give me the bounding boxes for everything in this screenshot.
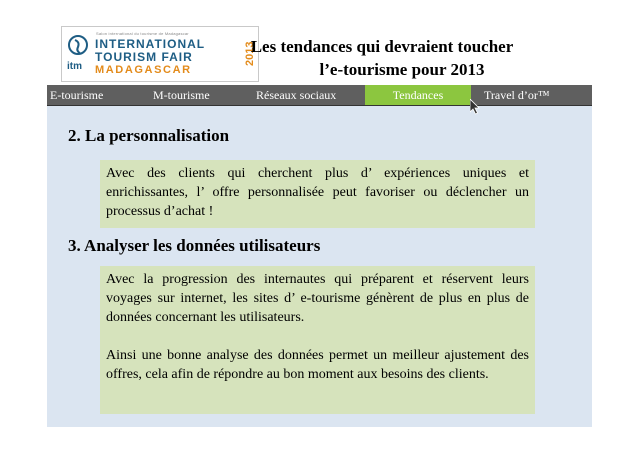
logo-tagline: Salon international du tourisme de Madagascar bbox=[96, 31, 189, 36]
section-paragraph: Avec des clients qui cherchent plus d’ expériences uniques et enrichissantes, l’ offre personnalisée peut favoriser ou déclencher un processus d’achat ! bbox=[106, 166, 529, 219]
slide-title-line-1: Les tendances qui devraient toucher bbox=[250, 37, 514, 56]
mouse-pointer-icon bbox=[470, 99, 480, 115]
nav-item-tendances[interactable]: Tendances bbox=[365, 85, 471, 105]
section-heading-donnees-utilisateurs: 3. Analyser les données utilisateurs bbox=[68, 236, 321, 255]
section-box-personnalisation bbox=[100, 160, 535, 228]
logo-line-madagascar: MADAGASCAR bbox=[95, 64, 192, 76]
section-heading-personnalisation: 2. La personnalisation bbox=[68, 126, 230, 145]
nav-item-reseaux-sociaux[interactable]: Réseaux sociaux bbox=[256, 88, 337, 102]
logo-line-tourism-fair: TOURISM FAIR bbox=[95, 50, 193, 64]
itm-badge-text: itm bbox=[67, 61, 82, 72]
slide bbox=[47, 18, 592, 427]
nav-item-m-tourisme[interactable]: M-tourisme bbox=[153, 88, 210, 102]
section-box-donnees-utilisateurs bbox=[100, 266, 535, 414]
logo-year: 2013 bbox=[244, 41, 256, 67]
section-paragraph: Ainsi une bonne analyse des données permet un meilleur ajustement des offres, cela afin de répondre au bon moment aux besoins des clients. bbox=[106, 348, 529, 382]
slide-header bbox=[47, 18, 592, 85]
section-paragraph: Avec la progression des internautes qui préparent et réservent leurs voyages sur internet, les sites d’ e-tourisme génèrent de plus en plus de données concernant les utilisateurs. bbox=[106, 272, 529, 325]
nav-item-travel-dor[interactable]: Travel d’or™ bbox=[484, 88, 550, 102]
slide-title bbox=[217, 35, 547, 81]
nav-item-e-tourisme[interactable]: E-tourisme bbox=[50, 88, 104, 102]
itm-logo-icon bbox=[66, 33, 90, 77]
logo-line-international: INTERNATIONAL bbox=[95, 37, 206, 51]
slide-title-line-2: l’e-tourisme pour 2013 bbox=[319, 60, 485, 79]
nav-bar bbox=[47, 85, 592, 106]
